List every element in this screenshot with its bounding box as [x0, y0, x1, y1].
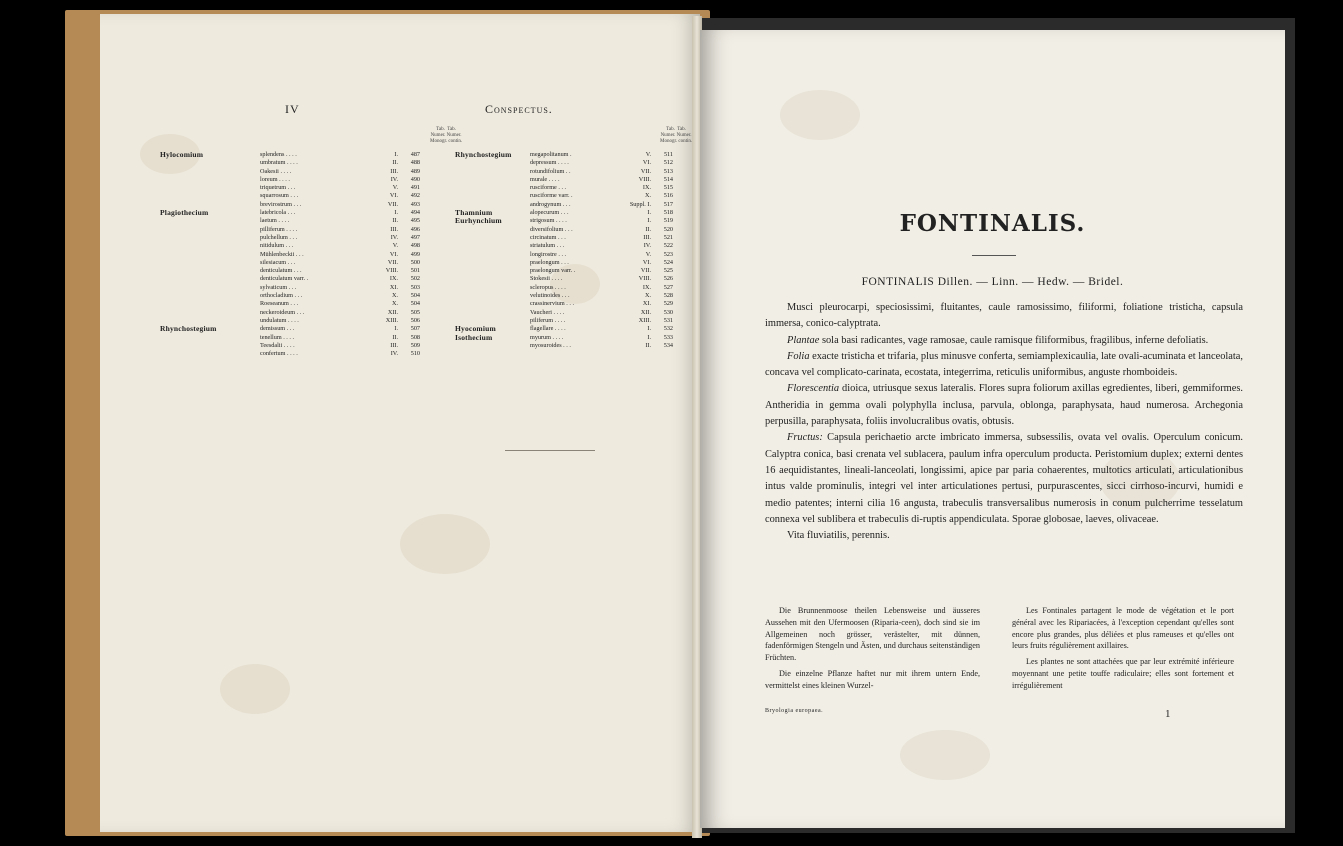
continuous-number: 490 — [410, 175, 420, 183]
continuous-number: 515 — [663, 184, 673, 192]
species-name: piliferum . . . . — [530, 316, 566, 324]
title-rule — [972, 255, 1016, 256]
species-name: praelongum varr. . — [530, 267, 576, 275]
continuous-number: 501 — [410, 267, 420, 275]
species-name: Vaucheri . . . . — [530, 308, 565, 316]
table-row — [160, 151, 490, 159]
table-row — [160, 309, 490, 317]
french-text — [1012, 605, 1234, 696]
species-name: velutinoides . . . — [530, 292, 570, 300]
species-name: confertum . . . . — [260, 350, 298, 358]
continuous-number: 496 — [410, 225, 420, 233]
continuous-number: 510 — [410, 350, 420, 358]
species-name: praelongum . . . — [530, 258, 569, 266]
paragraph: Les plantes ne sont attachées que par leur extrémité inférieure moyennant une petite touffe radiculaire; elles sont fortement et irrégulièrement — [1012, 657, 1234, 690]
species-name: androgynum . . . — [530, 200, 571, 208]
continuous-number: 520 — [663, 225, 673, 233]
genus-name: Rhynchostegium — [160, 324, 217, 334]
page-header-title: Conspectus. — [485, 102, 553, 116]
continuous-number: 533 — [663, 333, 673, 341]
plate-number: I. — [647, 333, 651, 341]
plate-number: I. — [394, 325, 398, 333]
continuous-number: 521 — [663, 233, 673, 241]
genus-name: Plagiothecium — [160, 208, 209, 218]
paragraph: Die einzelne Pflanze haftet nur mit ihrem untern Ende, vermittelst eines kleinen Wurzel- — [765, 668, 980, 690]
species-name: rusciforme varr. . — [530, 192, 573, 200]
species-name: splendens . . . . — [260, 151, 297, 158]
table-row — [455, 234, 700, 242]
plate-number: II. — [645, 225, 651, 233]
table-row — [455, 159, 700, 167]
signature-number: 1 — [1165, 708, 1171, 720]
table-row — [455, 267, 700, 275]
plate-number: II. — [392, 159, 398, 167]
species-name: crassinervium . . . — [530, 300, 574, 308]
continuous-number: 488 — [410, 159, 420, 167]
species-name: flagellare . . . . — [530, 325, 566, 333]
section-rule — [505, 450, 595, 451]
plate-number: I. — [394, 151, 398, 158]
continuous-number: 531 — [663, 316, 673, 324]
species-name: striatulum . . . — [530, 242, 565, 250]
plate-number: I. — [647, 325, 651, 333]
species-name: demissum . . . — [260, 325, 295, 333]
continuous-number: 493 — [410, 200, 420, 208]
continuous-number: 514 — [663, 175, 673, 183]
paragraph: Die Brunnenmoose theilen Lebensweise und äusseres Aussehen mit den Ufermoosen (Riparia-ceen), doch sind sie im Allgemeinen noch grösser, verästelter, mit dünnen, fadenförmigen Stengeln und Ästen, und durchaus seitenständigen Früchten. — [765, 606, 980, 663]
continuous-number: 500 — [410, 258, 420, 266]
genus-name: Eurhynchium — [455, 216, 502, 226]
plate-number: IX. — [642, 283, 651, 291]
genus-name: Hylocomium — [160, 150, 204, 159]
plate-number: VI. — [642, 258, 651, 266]
plate-number: II. — [645, 341, 651, 349]
plate-number: X. — [644, 192, 651, 200]
species-name: silesiacum . . . — [260, 258, 296, 266]
continuous-number: 487 — [410, 151, 420, 158]
continuous-number: 523 — [663, 250, 673, 258]
table-row — [160, 284, 490, 292]
paragraph: Folia exacte tristicha et trifaria, plus minusve conferta, semiamplexicaulia, late ovali-acuminata et lanceolata, concava vel complicato-carinata, ecostata, integerrima, reticulis uniformibus, anguste rhomboideis. — [765, 350, 1243, 379]
species-name: strigosum . . . . — [530, 217, 567, 225]
continuous-number: 509 — [410, 341, 420, 349]
plate-number: V. — [392, 184, 398, 192]
plate-number: XIII. — [385, 316, 398, 324]
plate-number: III. — [390, 341, 398, 349]
continuous-number: 511 — [663, 151, 673, 158]
continuous-number: 499 — [410, 250, 420, 258]
table-row — [455, 292, 700, 300]
continuous-number: 504 — [410, 300, 420, 308]
plate-number: X. — [644, 292, 651, 300]
table-row — [160, 350, 490, 358]
plate-number: V. — [645, 151, 651, 158]
right-page — [700, 30, 1285, 828]
plate-number: III. — [390, 225, 398, 233]
table-row — [455, 176, 700, 184]
continuous-number: 504 — [410, 292, 420, 300]
continuous-number: 525 — [663, 267, 673, 275]
table-row — [455, 226, 700, 234]
plate-number: I. — [647, 209, 651, 217]
continuous-number: 526 — [663, 275, 673, 283]
table-row — [455, 342, 700, 350]
continuous-number: 502 — [410, 275, 420, 283]
species-name: nitidulum . . . — [260, 242, 294, 250]
plate-number: IV. — [390, 350, 398, 358]
continuous-number: 506 — [410, 316, 420, 324]
continuous-number: 489 — [410, 167, 420, 175]
continuous-number: 522 — [663, 242, 673, 250]
table-row — [455, 275, 700, 283]
continuous-number: 505 — [410, 308, 420, 316]
continuous-number: 495 — [410, 217, 420, 225]
paragraph: Plantae sola basi radicantes, vage ramosae, caule ramisque filiformibus, fragilibus, inferne defoliatis. — [787, 334, 1209, 346]
table-row — [160, 192, 490, 200]
species-name: pulchellum . . . — [260, 233, 298, 241]
table-row — [455, 184, 700, 192]
species-name: Roeseanum . . . — [260, 300, 299, 308]
continuous-number: 519 — [663, 217, 673, 225]
table-row — [160, 176, 490, 184]
table-row — [160, 267, 490, 275]
species-name: laetum . . . . — [260, 217, 290, 225]
table-row — [160, 275, 490, 283]
species-name: denticulatum . . . — [260, 267, 302, 275]
conspectus-table-left — [160, 150, 493, 358]
species-name: umbratum . . . . — [260, 159, 298, 167]
plate-number: IX. — [389, 275, 398, 283]
continuous-number: 524 — [663, 258, 673, 266]
continuous-number: 528 — [663, 292, 673, 300]
species-name: Oakesii . . . . — [260, 167, 292, 175]
plate-number: X. — [391, 292, 398, 300]
continuous-number: 498 — [410, 242, 420, 250]
continuous-number: 532 — [663, 325, 673, 333]
table-row — [455, 259, 700, 267]
table-row — [160, 226, 490, 234]
paragraph: Musci pleurocarpi, speciosissimi, fluitantes, caule ramosissimo, filiformi, foliatione tristicha, capsula immersa, conico-calyptrata. — [765, 302, 1243, 330]
plate-number: VI. — [389, 192, 398, 200]
species-name: squarrosum . . . — [260, 192, 299, 200]
page-number: IV — [285, 102, 300, 116]
table-row — [160, 332, 493, 342]
plate-number: VI. — [389, 250, 398, 258]
table-row — [160, 292, 490, 300]
species-name: circinatum . . . — [530, 233, 566, 241]
table-row — [455, 217, 700, 225]
continuous-number: 529 — [663, 300, 673, 308]
table-row — [160, 300, 490, 308]
plate-number: II. — [392, 333, 398, 341]
table-row — [160, 259, 490, 267]
genus-name: Hyocomium — [455, 324, 496, 334]
continuous-number: 507 — [410, 325, 420, 333]
plate-number: IV. — [390, 233, 398, 241]
genus-title: FONTINALIS. — [899, 210, 1086, 237]
table-row — [160, 168, 490, 176]
species-name: myurum . . . . — [530, 333, 564, 341]
genus-name: Isothecium — [455, 332, 493, 342]
genus-authors: FONTINALIS Dillen. — Linn. — Hedw. — Bridel. — [861, 276, 1124, 288]
continuous-number: 517 — [663, 200, 673, 208]
plate-number: I. — [647, 217, 651, 225]
species-name: longirostre . . . — [530, 250, 567, 258]
left-page — [100, 14, 700, 832]
paragraph: Fructus: Capsula perichaetio arcte imbricato immersa, subsessilis, ovata vel ovalis. Operculum conicum. Calyptra conica, basi crenata vel sublacera, paulum infra operculum producta. Peristomium duplex; externi dentes 16 aequidistantes, lineali-lanceolati, longissimi, apice par paria cohaerentes, multotics articulati, articulationibus intus valde prominulis, integri vel inter articulationes pertusi, purpurascentes, sicci cirrhoso-incurvi, humidi e medio patentes; interni cilia 16 angusta, trabeculis transversalibus numerosis in conum pulcherrime tesselatum connexa vel sublibera et trabeculis di-ruptis appendiculata. Sporae globosae, laeves, olivaceae. — [765, 432, 1243, 525]
plate-number: VIII. — [638, 275, 651, 283]
species-name: Mühlenbeckii . . . — [260, 250, 304, 258]
species-name: brevirostrum . . . — [260, 200, 302, 208]
table-row — [455, 251, 700, 259]
species-name: diversifolium . . . — [530, 225, 573, 233]
latin-description — [765, 300, 1243, 544]
table-row — [160, 208, 493, 218]
table-row — [455, 242, 700, 250]
species-name: Stokesii . . . . — [530, 275, 563, 283]
species-name: tenellum . . . . — [260, 333, 295, 341]
table-row — [455, 168, 700, 176]
species-name: sylvaticum . . . — [260, 283, 297, 291]
species-name: depressum . . . . — [530, 159, 569, 167]
plate-number: VII. — [387, 200, 398, 208]
plate-number: III. — [390, 167, 398, 175]
species-name: megapolitanum . — [530, 151, 572, 158]
paragraph: Florescentia dioica, utriusque sexus lateralis. Flores supra foliorum axillas egredientes, liberi, gemmiformes. Antheridia in gemma ovali polyphylla inclusa, parvula, oblonga, paraphysata, haud numerosa. Archegonia perpusilla, paraphysata, foliis involucralibus ovatis, obtusis. — [765, 383, 1243, 428]
plate-number: I. — [394, 209, 398, 217]
plate-number: XIII. — [638, 316, 651, 324]
plate-number: IV. — [390, 175, 398, 183]
species-name: neckeroideum . . . — [260, 308, 305, 316]
plate-number: X. — [391, 300, 398, 308]
species-name: denticulatum varr. . — [260, 275, 309, 283]
continuous-number: 518 — [663, 209, 673, 217]
plate-number: XI. — [642, 300, 651, 308]
table-row — [160, 184, 490, 192]
german-text — [765, 605, 980, 696]
plate-number: VIII. — [638, 175, 651, 183]
plate-number: VII. — [640, 267, 651, 275]
species-name: Teesdalii . . . . — [260, 341, 295, 349]
continuous-number: 513 — [663, 167, 673, 175]
plate-number: VIII. — [385, 267, 398, 275]
plate-number: XII. — [640, 308, 651, 316]
plate-number: VII. — [387, 258, 398, 266]
plate-number: IV. — [643, 242, 651, 250]
genus-name: Thamnium — [455, 208, 493, 218]
plate-number: IX. — [642, 184, 651, 192]
plate-number: VII. — [640, 167, 651, 175]
table-row — [160, 342, 490, 350]
table-row — [160, 201, 490, 209]
continuous-number: 512 — [663, 159, 673, 167]
continuous-number: 494 — [410, 209, 420, 217]
species-name: murale . . . . — [530, 175, 560, 183]
continuous-number: 516 — [663, 192, 673, 200]
signature-mark: Bryologia europaea. — [765, 708, 824, 714]
table-row — [455, 300, 700, 308]
plate-number: II. — [392, 217, 398, 225]
conspectus-table-right — [455, 151, 700, 350]
plate-number: Suppl. I. — [629, 200, 651, 208]
species-name: orthocladium . . . — [260, 292, 303, 300]
continuous-number: 508 — [410, 333, 420, 341]
plate-number: V. — [645, 250, 651, 258]
species-name: triquetrum . . . — [260, 184, 296, 192]
genus-name: Rhynchostegium — [455, 150, 512, 159]
open-book — [55, 8, 1300, 838]
plate-number: III. — [643, 233, 651, 241]
species-name: rotundifolium . . — [530, 167, 571, 175]
table-row — [455, 151, 700, 159]
table-row — [455, 284, 700, 292]
table-row — [160, 217, 490, 225]
column-header-right: Tab. Tab. Numer. Numer. Monogr. contin. — [660, 127, 693, 144]
table-row — [160, 234, 490, 242]
plate-number: V. — [392, 242, 398, 250]
table-row — [160, 242, 490, 250]
table-row — [160, 159, 490, 167]
species-name: latebricola . . . — [260, 209, 296, 217]
continuous-number: 503 — [410, 283, 420, 291]
species-name: alopecurum . . . — [530, 209, 569, 217]
plate-number: XI. — [389, 283, 398, 291]
table-row — [455, 334, 700, 342]
table-row — [455, 192, 700, 200]
table-row — [455, 309, 700, 317]
table-row — [160, 325, 490, 333]
species-name: loreum . . . . — [260, 175, 290, 183]
plate-number: VI. — [642, 159, 651, 167]
continuous-number: 530 — [663, 308, 673, 316]
species-name: scleropus . . . . — [530, 283, 566, 291]
continuous-number: 497 — [410, 233, 420, 241]
column-header-left: Tab. Tab. Numer. Numer. Monogr. contin. — [430, 127, 463, 144]
paragraph: Vita fluviatilis, perennis. — [787, 530, 890, 542]
paragraph: Les Fontinales partagent le mode de végétation et le port général avec les Ripariacées, à l'exception cependant qu'elles sont encore plus grandes, plus déliées et plus rameuses et qu'elles ont leurs fruits régulièrement axillaires. — [1012, 606, 1234, 651]
species-name: myosuroides . . . — [530, 341, 571, 349]
species-name: pilliferum . . . . — [260, 225, 298, 233]
continuous-number: 534 — [663, 341, 673, 349]
continuous-number: 492 — [410, 192, 420, 200]
continuous-number: 491 — [410, 184, 420, 192]
plate-number: XII. — [387, 308, 398, 316]
species-name: rusciforme . . . — [530, 184, 567, 192]
species-name: undulatum . . . . — [260, 316, 299, 324]
continuous-number: 527 — [663, 283, 673, 291]
table-row — [160, 251, 490, 259]
